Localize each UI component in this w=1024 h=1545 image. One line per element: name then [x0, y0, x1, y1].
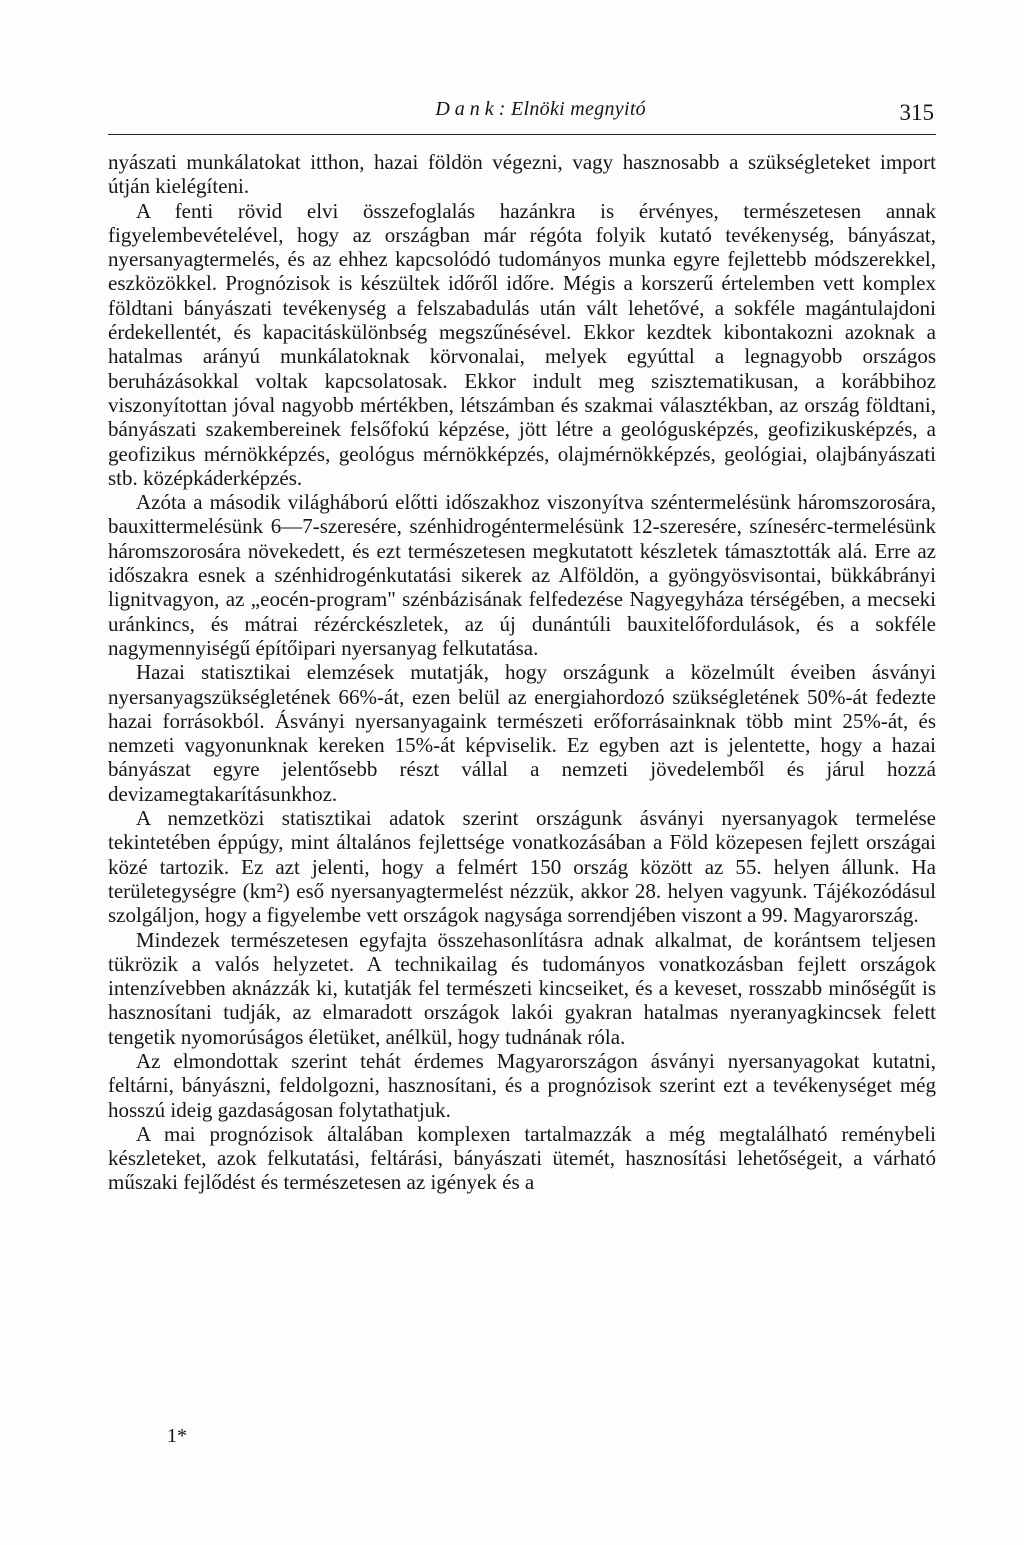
paragraph: A nemzetközi statisztikai adatok szerint országunk ásványi nyersanyagok termelése tekintetében éppúgy, mint általános fejlettsége vonatkozásában a Föld közepesen fejlett országai közé tartozik. Ez azt jelenti, hogy a felmért 150 ország között az 55. helyen állunk. Ha területegységre (km²) eső nyersanyagtermelést nézzük, akkor 28. helyen vagyunk. Tájékozódásul szolgáljon, hogy a figyelembe vett országok nagysága sorrendjében viszont a 99. Magyarország.	[108, 806, 936, 928]
paragraph: Mindezek természetesen egyfajta összehasonlításra adnak alkalmat, de korántsem teljesen tükrözik a valós helyzetet. A technikailag és tudományos vonatkozásban fejlett országok intenzívebben aknázzák ki, kutatják fel természeti kincseiket, és a keveset, rosszabb minőségűt is hasznosítani tudják, az elmaradott országok lakói gyakran hatalmas nyeranyagkincsek felett tengetik nyomorúságos életüket, anélkül, hogy tudnának róla.	[108, 927, 936, 1049]
header-separator: :	[498, 98, 506, 120]
paragraph: A mai prognózisok általában komplexen tartalmazzák a még megtalálható reménybeli készleteket, azok felkutatási, feltárási, bányászati ütemét, hasznosítási lehetőségeit, a várható műszaki fejlődést és természetesen az igények és a	[108, 1121, 936, 1195]
body-text	[108, 150, 936, 1195]
paragraph: nyászati munkálatokat itthon, hazai földön végezni, vagy hasznosabb a szükségleteket import útján kielégíteni.	[108, 150, 936, 199]
paragraph: Az elmondottak szerint tehát érdemes Magyarországon ásványi nyersanyagokat kutatni, feltárni, bányászni, feldolgozni, hasznosítani, és a prognózisok szerint ezt a tevékenységet még hosszú ideig gazdaságosan folytathatjuk.	[108, 1048, 936, 1122]
running-header	[108, 94, 936, 135]
page-number: 315	[899, 100, 934, 125]
paragraph: Hazai statisztikai elemzések mutatják, hogy országunk a közelmúlt éveiben ásványi nyersanyagszükségletének 66%-át, ezen belül az energiahordozó szükségletének 50%-át fedezte hazai forrásokból. Ásványi nyersanyagaink természeti erőforrásainknak több mint 25%-át, és nemzeti vagyonunknak kereken 15%-át képviselik. Ez egyben azt is jelentette, hogy a hazai bányászat egyre jelentősebb részt vállal a nemzeti jövedelemből és járul hozzá devizamegtakarításunkhoz.	[108, 660, 936, 806]
signature-mark: 1*	[167, 1425, 187, 1447]
author-name: Dank	[435, 98, 499, 120]
paragraph: A fenti rövid elvi összefoglalás hazánkra is érvényes, természetesen annak figyelembevételével, hogy az országban már régóta folyik kutató tevékenység, bányászat, nyersanyagtermelés, és az ehhez kapcsolódó tudományos munka egyre fejlettebb módszerekkel, eszközökkel. Prognózisok is készültek időről időre. Mégis a korszerű értelemben vett komplex földtani bányászati tevékenység a felszabadulás után vált lehetővé, a sokféle magántulajdoni érdekellentét, és kapacitáskülönbség megszűnésével. Ekkor kezdtek kibontakozni azoknak a hatalmas arányú munkálatoknak körvonalai, melyek egyúttal a legnagyobb országos beruházásokkal voltak kapcsolatosak. Ekkor indult meg szisztematikusan, a korábbihoz viszonyítottan jóval nagyobb mértékben, létszámban és szakmai választékban, az ország földtani, bányászati szakembereinek felsőfokú képzése, jött létre a geológusképzés, geofizikusképzés, a geofizikus mérnökképzés, geológus mérnökképzés, olajmérnökképzés, geológiai, olajbányászati stb. középkáderképzés.	[108, 198, 936, 490]
paragraph: Azóta a második világháború előtti időszakhoz viszonyítva széntermelésünk háromszorosára, bauxittermelésünk 6—7-szeresére, szénhidrogéntermelésünk 12-szeresére, színesérc-termelésünk háromszorosára növekedett, és ezt természetesen megkutatott készletek támasztották alá. Erre az időszakra esnek a szénhidrogénkutatási sikerek az Alföldön, a gyöngyösvisontai, bükkábrányi lignitvagyon, az „eocén-program" szénbázisának felfedezése Nagyegyháza térségében, a mecseki uránkincs, és mátrai rézérckészletek, az új dunántúli bauxitelőfordulások, és a sokféle nagymennyiségű építőipari nyersanyag felkutatása.	[108, 490, 936, 660]
chapter-title: Elnöki megnyitó	[510, 98, 646, 120]
running-title	[435, 98, 646, 121]
